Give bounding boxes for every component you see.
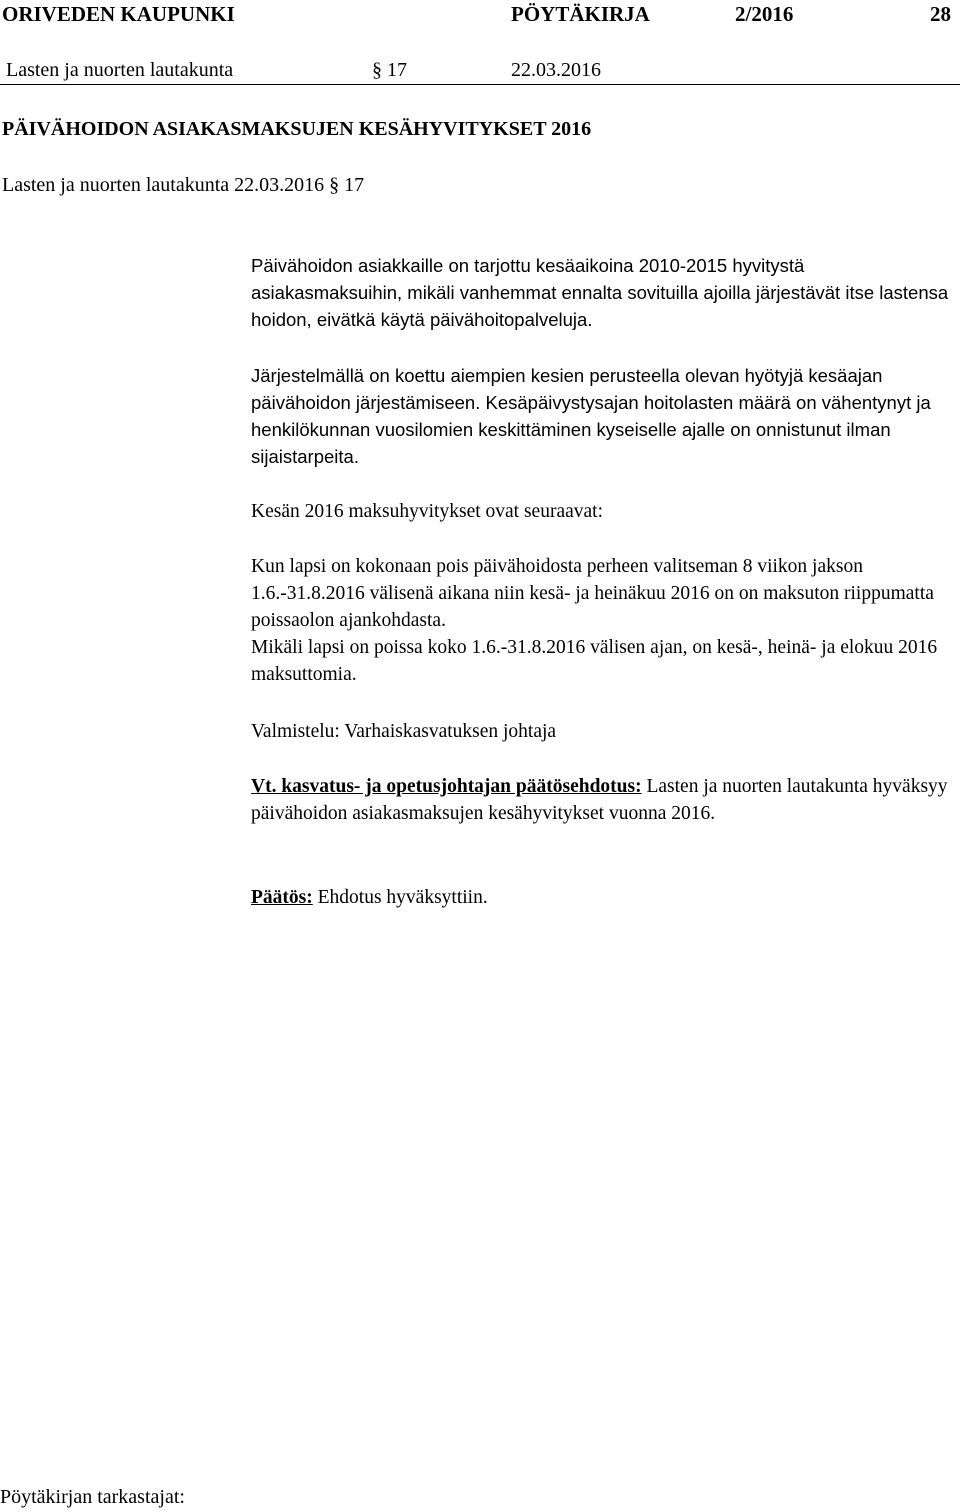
paragraph-6: Valmistelu: Varhaiskasvatuksen johtaja xyxy=(251,721,557,742)
paragraph-4: Kun lapsi on kokonaan pois päivähoidosta perheen valitseman 8 viikon jakson 1.6.-31.8.2016 välisenä aikana niin kesä- ja heinäkuu 2016 on on maksuton riippumatta poissaolon ajankohdasta. xyxy=(251,556,934,631)
paragraph-2b: Kesäpäivystysajan hoitolasten määrä on vähentynyt ja henkilökunnan vuosilomien keskittäminen kyseiselle ajalle on onnistunut ilman sijaistarpeita. xyxy=(251,392,931,467)
board-name: Lasten ja nuorten lautakunta xyxy=(6,59,234,81)
meeting-date: 22.03.2016 xyxy=(511,59,601,81)
decision-text: Ehdotus hyväksyttiin. xyxy=(317,887,488,908)
municipality-name: ORIVEDEN KAUPUNKI xyxy=(2,2,235,26)
paragraph-experience xyxy=(251,362,960,470)
proposal-label: Vt. kasvatus- ja opetusjohtajan päätösehdotus: xyxy=(251,776,642,797)
paragraph-preparer xyxy=(251,718,960,745)
reviewers-label: Pöytäkirjan tarkastajat: xyxy=(0,1486,185,1508)
paragraph-5: Mikäli lapsi on poissa koko 1.6.-31.8.2016 välisen ajan, on kesä-, heinä- ja elokuu 2016 maksuttomia. xyxy=(251,637,938,685)
paragraph-background xyxy=(251,252,960,333)
paragraph-1: Päivähoidon asiakkaille on tarjottu kesäaikoina 2010-2015 hyvitystä asiakasmaksuihin, mikäli vanhemmat ennalta sovituilla ajoilla järjestävät itse lastensa hoidon, eivätkä käytä päivähoitopalveluja. xyxy=(251,255,949,330)
issue-number: 2/2016 xyxy=(735,2,794,26)
paragraph-3: Kesän 2016 maksuhyvitykset ovat seuraavat: xyxy=(251,501,603,522)
decision-label: Päätös: xyxy=(251,887,313,908)
page-number: 28 xyxy=(930,2,951,26)
proposal-text: Lasten ja nuorten lautakunta hyväksyy päivähoidon asiakasmaksujen kesähyvitykset vuonna 2016. xyxy=(251,776,948,824)
section-number: § 17 xyxy=(372,59,407,81)
paragraph-2a: Järjestelmällä on koettu aiempien kesien perusteella olevan hyötyjä kesäajan päivähoidon järjestämiseen. xyxy=(251,365,883,413)
paragraph-intro xyxy=(251,498,960,525)
meeting-reference: Lasten ja nuorten lautakunta 22.03.2016 § 17 xyxy=(2,174,365,196)
header-divider xyxy=(0,84,960,85)
decision-block xyxy=(251,884,960,911)
document-type: PÖYTÄKIRJA xyxy=(511,2,650,26)
page-title: PÄIVÄHOIDON ASIAKASMAKSUJEN KESÄHYVITYKSET 2016 xyxy=(2,118,592,140)
paragraph-rules xyxy=(251,553,960,688)
proposal-block xyxy=(251,773,960,827)
